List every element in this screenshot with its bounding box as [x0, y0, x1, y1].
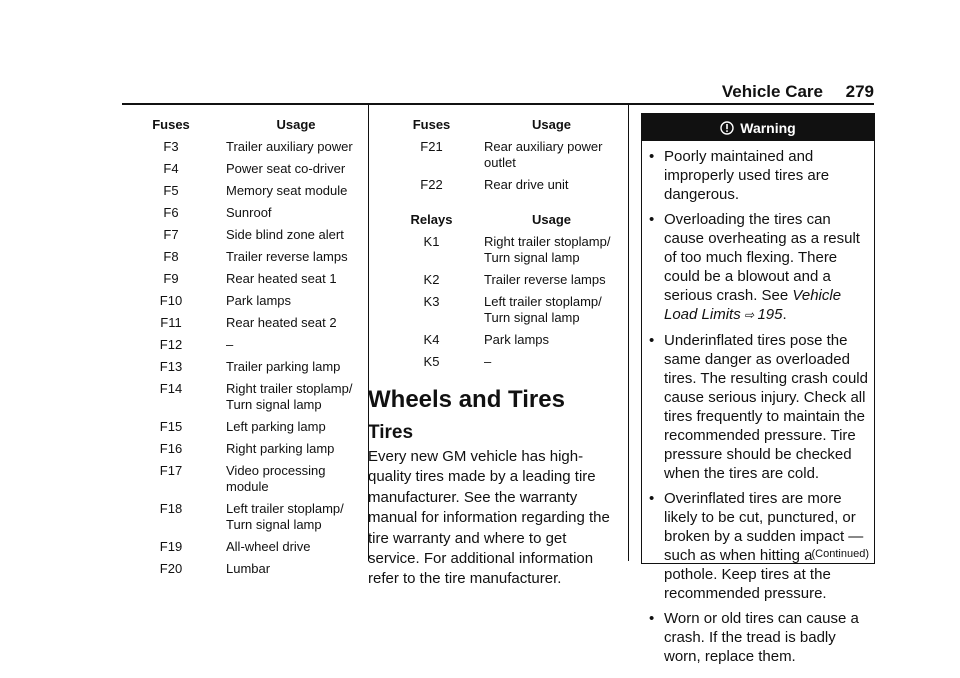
table-row [146, 463, 366, 495]
row-usage: Side blind zone alert [226, 227, 344, 242]
table-row [146, 419, 366, 435]
table-row [404, 294, 619, 326]
warning-item [648, 489, 868, 603]
row-usage: Left trailer stoplamp/ Turn signal lamp [484, 294, 602, 325]
table-row [404, 354, 619, 370]
table-row [404, 332, 619, 348]
row-id: F14 [159, 381, 183, 396]
row-id: F22 [420, 177, 443, 192]
column-header-fuses: Fuses [412, 117, 451, 132]
row-usage: – [226, 337, 234, 352]
table-row [146, 561, 366, 577]
table-row [146, 139, 366, 155]
warning-title-bar [642, 114, 874, 141]
row-id: F20 [159, 561, 183, 576]
row-usage: Trailer reverse lamps [226, 249, 348, 264]
row-id: K5 [423, 354, 440, 369]
page-reference-icon: ⇨ [740, 308, 758, 322]
warning-item-text-end: . [782, 306, 787, 323]
table-row [146, 183, 366, 199]
bullet-icon: • [649, 490, 655, 507]
cross-reference-page: 195 [757, 306, 783, 323]
row-usage: Trailer parking lamp [226, 359, 341, 374]
row-usage: Park lamps [484, 332, 550, 347]
row-id: F9 [163, 271, 179, 286]
row-id: K3 [423, 294, 440, 309]
row-usage: Rear heated seat 1 [226, 271, 337, 286]
table-row [146, 315, 366, 331]
cross-reference-title: Vehicle Load Limits [664, 287, 842, 323]
subheading: Tires [368, 422, 414, 443]
row-id: K2 [423, 272, 440, 287]
relay-table [404, 212, 619, 376]
row-id: F11 [160, 315, 182, 330]
warning-list [642, 141, 874, 666]
column-divider-2 [628, 104, 629, 561]
table-row [404, 234, 619, 266]
warning-box [641, 113, 875, 665]
running-header-section: Vehicle Care [721, 82, 823, 101]
warning-item [648, 147, 868, 204]
page-number: 279 [845, 82, 874, 101]
row-usage: Power seat co-driver [226, 161, 346, 176]
row-usage: Right parking lamp [226, 441, 335, 456]
column-header-usage: Usage [531, 212, 572, 227]
row-id: F21 [420, 139, 443, 154]
row-id: F13 [159, 359, 183, 374]
row-id: F3 [163, 139, 179, 154]
row-id: F19 [159, 539, 183, 554]
continued-label: (Continued) [811, 548, 869, 560]
column-header-relays: Relays [410, 212, 453, 227]
row-id: F7 [163, 227, 179, 242]
table-row [146, 441, 366, 457]
warning-item [648, 609, 868, 666]
row-id: K1 [423, 234, 440, 249]
row-id: F6 [163, 205, 179, 220]
table-row [146, 293, 366, 309]
row-usage: Memory seat module [226, 183, 348, 198]
table-row [146, 501, 366, 533]
section-heading: Wheels and Tires [368, 386, 565, 413]
row-usage: Trailer auxiliary power [226, 139, 353, 154]
row-id: F16 [159, 441, 183, 456]
row-usage: Right trailer stoplamp/ Turn signal lamp [226, 381, 353, 412]
table-row [404, 177, 619, 193]
row-id: K4 [423, 332, 440, 347]
table-header [404, 212, 619, 228]
fuse-table-right [404, 117, 619, 199]
column-header-usage: Usage [531, 117, 572, 132]
bullet-icon: • [649, 211, 655, 228]
row-usage: Video processing module [226, 463, 326, 494]
row-usage: Trailer reverse lamps [484, 272, 606, 287]
warning-title: Warning [740, 119, 796, 136]
row-usage: Rear auxiliary power outlet [484, 139, 603, 170]
table-row [404, 272, 619, 288]
warning-item-text: Worn or old tires can cause a crash. If the tread is badly worn, replace them. [664, 610, 859, 665]
header-rule [122, 103, 874, 105]
row-id: F5 [163, 183, 179, 198]
row-id: F18 [159, 501, 183, 516]
table-row [146, 337, 366, 353]
row-usage: Rear drive unit [484, 177, 569, 192]
warning-icon [720, 121, 734, 135]
bullet-icon: • [649, 148, 655, 165]
row-usage: – [484, 354, 492, 369]
row-id: F4 [163, 161, 179, 176]
row-usage: Left trailer stoplamp/ Turn signal lamp [226, 501, 344, 532]
table-row [146, 205, 366, 221]
row-usage: Park lamps [226, 293, 292, 308]
warning-item [648, 331, 868, 483]
warning-item-text: Overinflated tires are more likely to be cut, punctured, or broken by a sudden impact — such as when hitting a pothole. Keep tires at the recommended pressure. [664, 490, 864, 602]
warning-item-text: Poorly maintained and improperly used tires are dangerous. [664, 148, 830, 203]
warning-item [648, 210, 868, 325]
table-header [404, 117, 619, 133]
row-usage: All-wheel drive [226, 539, 311, 554]
row-id: F12 [159, 337, 183, 352]
table-row [404, 139, 619, 171]
table-row [146, 249, 366, 265]
row-id: F8 [163, 249, 179, 264]
row-usage: Left parking lamp [226, 419, 326, 434]
table-row [146, 271, 366, 287]
warning-item-text: Overloading the tires can cause overheating as a result of too much flexing. There could be a blowout and a serious crash. See [664, 211, 860, 304]
row-usage: Right trailer stoplamp/ Turn signal lamp [484, 234, 611, 265]
row-usage: Sunroof [226, 205, 272, 220]
row-id: F15 [159, 419, 183, 434]
intro-paragraph: Every new GM vehicle has high-quality tires made by a leading tire manufacturer. See the warranty manual for information regarding the tire warranty and where to get service. For additional information refer to the tire manufacturer. [368, 448, 610, 588]
table-row [146, 381, 366, 413]
bullet-icon: • [649, 610, 655, 627]
table-row [146, 161, 366, 177]
warning-item-text: Underinflated tires pose the same danger as overloaded tires. The resulting crash could cause serious injury. Check all tires frequently to maintain the recommended pressure. Tire pressure should be checked when the tires are cold. [664, 332, 868, 482]
row-id: F17 [159, 463, 183, 478]
column-header-usage: Usage [276, 117, 316, 132]
table-header [146, 117, 366, 133]
row-id: F10 [159, 293, 183, 308]
bullet-icon: • [649, 332, 655, 349]
row-usage: Lumbar [226, 561, 271, 576]
table-row [146, 227, 366, 243]
fuse-table-left [146, 117, 366, 583]
table-row [146, 359, 366, 375]
column-header-fuses: Fuses [152, 117, 190, 132]
row-usage: Rear heated seat 2 [226, 315, 337, 330]
table-row [146, 539, 366, 555]
